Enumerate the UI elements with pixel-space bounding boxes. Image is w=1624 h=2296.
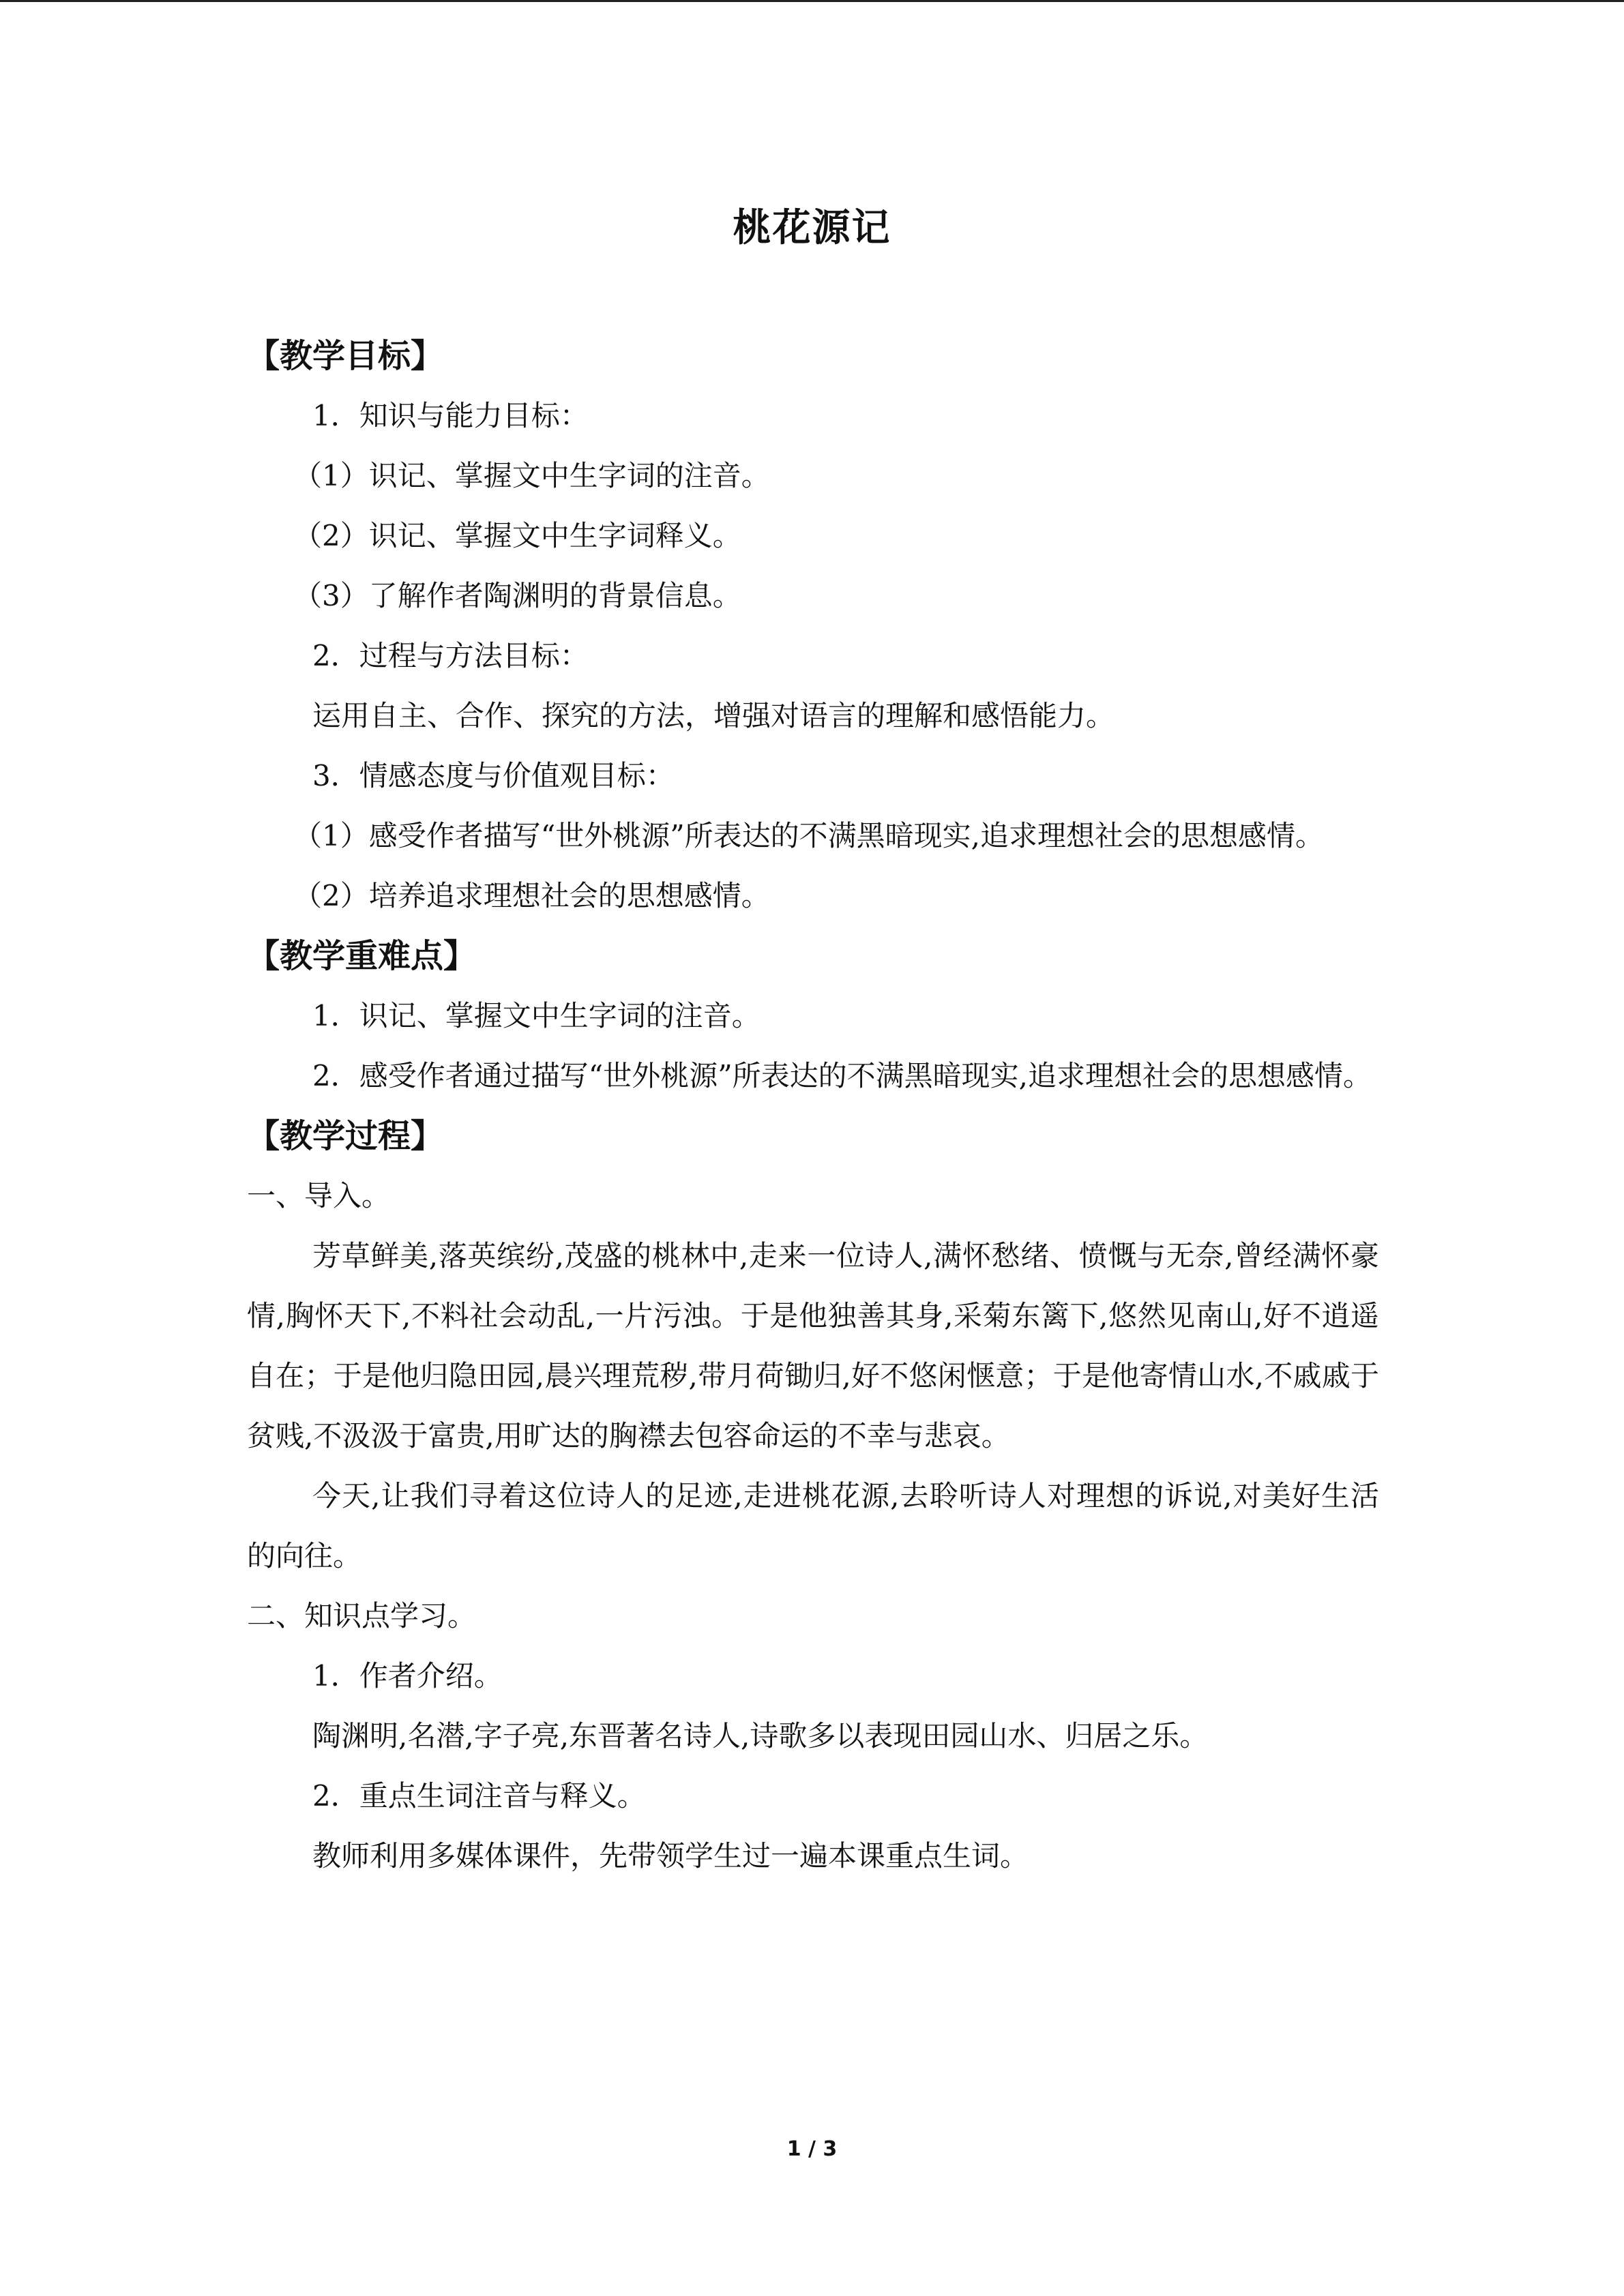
document-body bbox=[247, 326, 1379, 1886]
intro-paragraph-1: 芳草鲜美,落英缤纷,茂盛的桃林中,走来一位诗人,满怀愁绪、愤慨与无奈,曾经满怀豪情,胸怀天下,不料社会动乱,一片污浊。于是他独善其身,采菊东篱下,悠然见南山,好不逍遥自在；于是他归隐田园,晨兴理荒秽,带月荷锄归,好不悠闲惬意；于是他寄情山水,不戚戚于贫贱,不汲汲于富贵,用旷达的胸襟去包容命运的不幸与悲哀。 bbox=[247, 1239, 1379, 1452]
document-title: 桃花源记 bbox=[733, 206, 891, 250]
key-point-item-2: 2．感受作者通过描写“世外桃源”所表达的不满黑暗现实,追求理想社会的思想感情。 bbox=[312, 1059, 1372, 1092]
knowledge-item-1: 1．作者介绍。 bbox=[312, 1659, 503, 1693]
intro-paragraph-2: 今天,让我们寻着这位诗人的足迹,走进桃花源,去聆听诗人对理想的诉说,对美好生活的向往。 bbox=[247, 1479, 1379, 1572]
objective-item-3-1: （1）感受作者描写“世外桃源”所表达的不满黑暗现实,追求理想社会的思想感情。 bbox=[293, 819, 1325, 852]
process-heading: 【教学过程】 bbox=[247, 1117, 444, 1155]
key-point-item-1: 1．识记、掌握文中生字词的注音。 bbox=[312, 999, 761, 1032]
objective-item-2-text: 运用自主、合作、探究的方法，增强对语言的理解和感悟能力。 bbox=[312, 699, 1115, 732]
objective-item-1-2: （2）识记、掌握文中生字词释义。 bbox=[293, 519, 741, 552]
objective-item-2: 2．过程与方法目标： bbox=[312, 639, 589, 672]
objective-item-1-1: （1）识记、掌握文中生字词的注音。 bbox=[293, 459, 770, 492]
objective-item-3-2: （2）培养追求理想社会的思想感情。 bbox=[293, 879, 770, 912]
objective-item-1: 1．知识与能力目标： bbox=[312, 399, 589, 432]
key-points-heading: 【教学重难点】 bbox=[247, 937, 477, 975]
objective-item-3: 3．情感态度与价值观目标： bbox=[312, 759, 675, 792]
objectives-heading: 【教学目标】 bbox=[247, 337, 444, 375]
top-border-line bbox=[0, 0, 1624, 2]
page-number: 1 / 3 bbox=[786, 2137, 838, 2161]
process-part-1: 一、导入。 bbox=[247, 1179, 391, 1212]
knowledge-item-2: 2．重点生词注音与释义。 bbox=[312, 1779, 646, 1813]
vocabulary-intro-text: 教师利用多媒体课件，先带领学生过一遍本课重点生词。 bbox=[312, 1839, 1029, 1873]
author-intro-text: 陶渊明,名潜,字子亮,东晋著名诗人,诗歌多以表现田园山水、归居之乐。 bbox=[312, 1719, 1209, 1753]
process-part-2: 二、知识点学习。 bbox=[247, 1599, 477, 1632]
objective-item-1-3: （3）了解作者陶渊明的背景信息。 bbox=[293, 579, 741, 612]
